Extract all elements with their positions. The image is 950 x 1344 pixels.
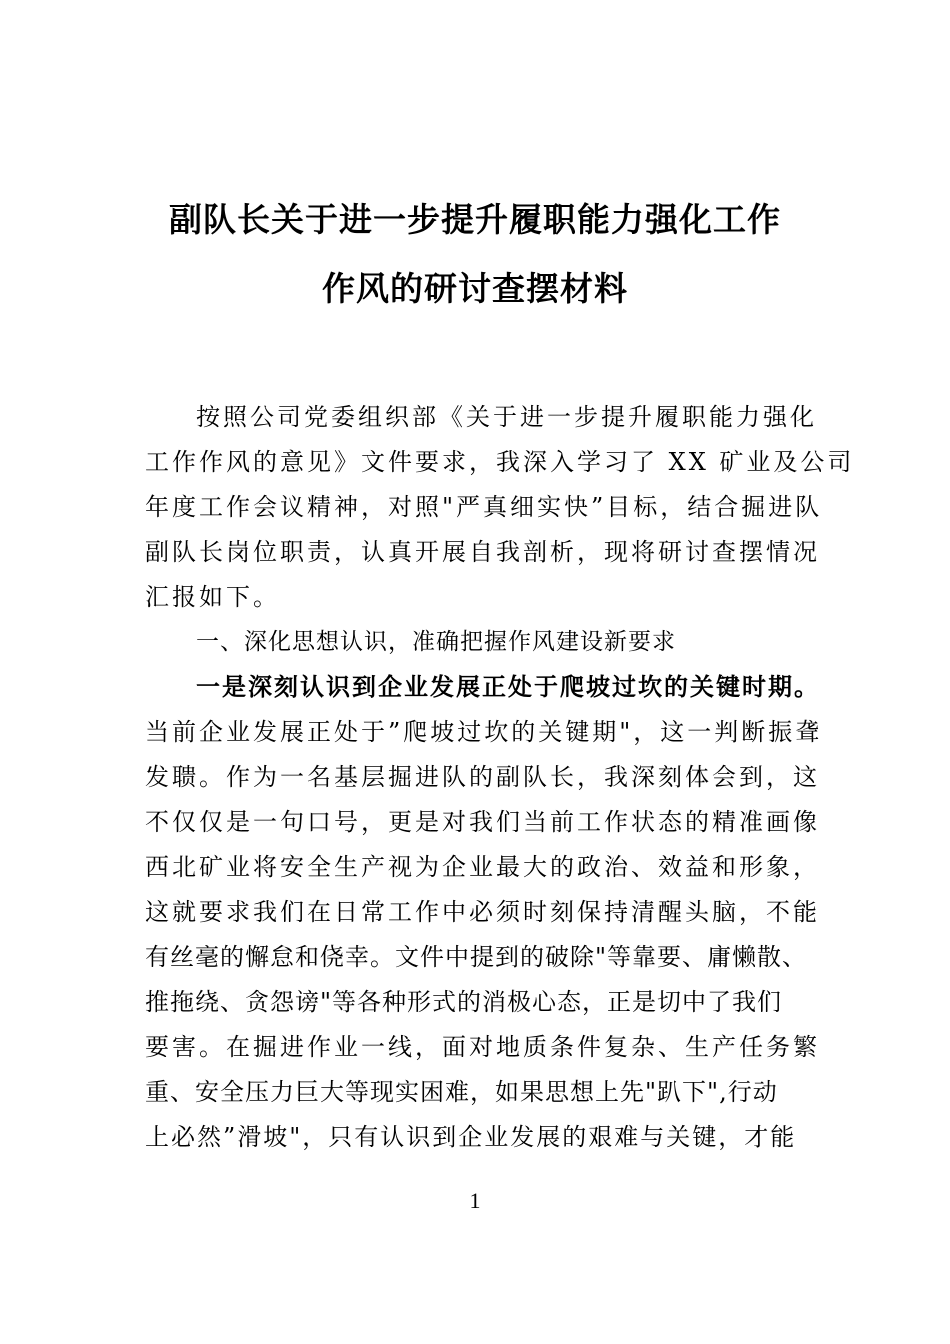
- paragraph-1-line-1: 按照公司党委组织部《关于进一步提升履职能力强化: [196, 403, 817, 431]
- paragraph-2-line-10: 上必然”滑坡"，只有认识到企业发展的艰难与关键，才能: [145, 1123, 797, 1151]
- document-title-line-2: 作风的研讨查摆材料: [322, 269, 628, 308]
- paragraph-1-line-2: 工作作风的意见》文件要求，我深入学习了 XX 矿业及公司: [145, 448, 855, 476]
- document-title-line-1: 副队长关于进一步提升履职能力强化工作: [169, 200, 781, 239]
- paragraph-2-line-8: 要害。在掘进作业一线，面对地质条件复杂、生产任务繁: [145, 1033, 820, 1061]
- paragraph-2-line-2: 发聩。作为一名基层掘进队的副队长，我深刻体会到，这: [145, 763, 820, 791]
- paragraph-2-line-3: 不仅仅是一句口号，更是对我们当前工作状态的精准画像: [145, 808, 820, 836]
- paragraph-1-line-5: 汇报如下。: [145, 583, 280, 611]
- paragraph-2-line-4: 西北矿业将安全生产视为企业最大的政治、效益和形象，: [145, 853, 820, 881]
- paragraph-2-line-5: 这就要求我们在日常工作中必须时刻保持清醒头脑，不能: [145, 898, 820, 926]
- paragraph-2-line-6: 有丝毫的懈怠和侥幸。文件中提到的破除"等靠要、庸懒散、: [145, 943, 808, 971]
- paragraph-2-line-1: 当前企业发展正处于”爬坡过坎的关键期"，这一判断振聋: [145, 718, 823, 746]
- paragraph-2-line-9: 重、安全压力巨大等现实困难，如果思想上先"趴下",行动: [145, 1078, 778, 1106]
- page-number: 1: [469, 1188, 481, 1213]
- paragraph-2-line-7: 推拖绕、贪怨谤"等各种形式的消极心态，正是切中了我们: [145, 988, 783, 1016]
- subheading-1: 一是深刻认识到企业发展正处于爬坡过坎的关键时期。: [196, 672, 820, 701]
- paragraph-1-line-4: 副队长岗位职责，认真开展自我剖析，现将研讨查摆情况: [145, 538, 820, 566]
- paragraph-1-line-3: 年度工作会议精神，对照"严真细实快”目标，结合掘进队: [145, 493, 823, 521]
- section-heading-1: 一、深化思想认识，准确把握作风建设新要求: [196, 629, 676, 655]
